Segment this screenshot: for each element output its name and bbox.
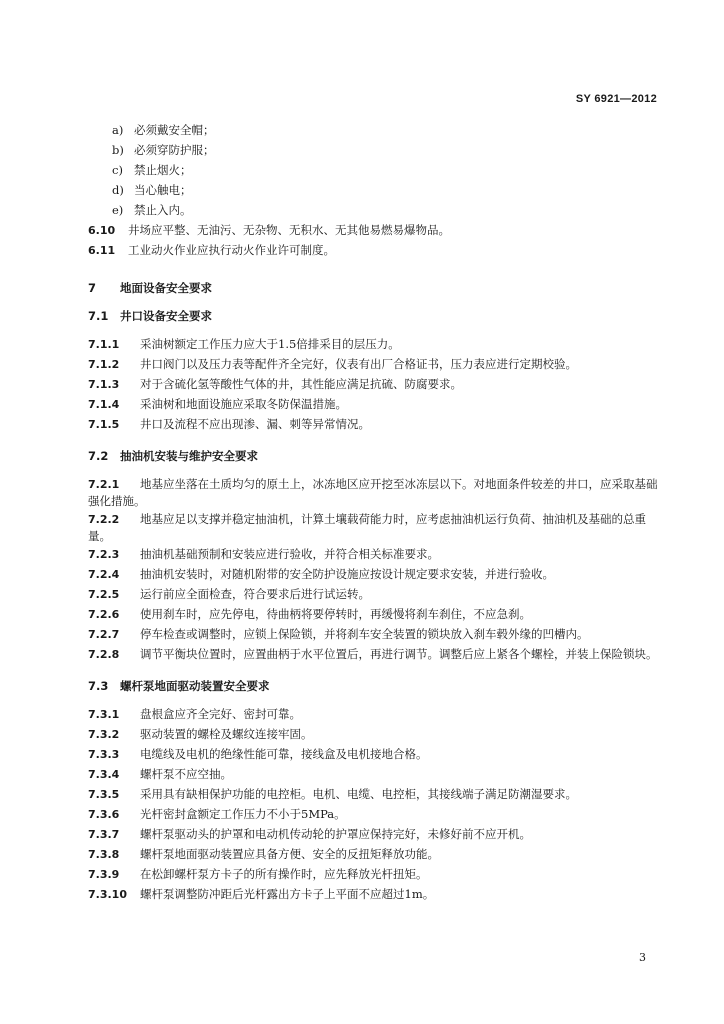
clause-text: 采用具有缺相保护功能的电控柜。电机、电缆、电控柜，其接线端子满足防潮湿要求。 — [140, 787, 577, 801]
clause-number: 7.3.5 — [88, 788, 120, 801]
clause-number: 7.1.2 — [88, 358, 120, 371]
clause-text: 调节平衡块位置时，应置曲柄于水平位置后，再进行调节。调整后应上紧各个螺栓，并装上保险锁块。 — [140, 647, 658, 661]
clause-text: 井口及流程不应出现渗、漏、刺等异常情况。 — [140, 417, 370, 431]
clause-text: 驱动装置的螺栓及螺纹连接牢固。 — [140, 727, 313, 741]
clause-7-3-6 — [88, 806, 658, 826]
clause-text: 使用刹车时，应先停电，待曲柄将要停转时，再缓慢将刹车刹住，不应急刹。 — [140, 607, 531, 621]
list-mark: b) — [112, 143, 124, 157]
clause-text: 在松卸螺杆泵方卡子的所有操作时，应先释放光杆扭矩。 — [140, 867, 428, 881]
clause-number: 7.1.4 — [88, 398, 120, 411]
clause-number: 7.2.2 — [88, 513, 120, 526]
clause-7-3-2 — [88, 726, 658, 746]
clause-text: 停车检查或调整时，应锁上保险锁，并将刹车安全装置的锁块放入刹车毂外缘的凹槽内。 — [140, 627, 589, 641]
warning-sign-list — [88, 122, 658, 222]
clause-text: 地基应足以支撑并稳定抽油机，计算土壤载荷能力时，应考虑抽油机运行负荷、抽油机及基础的总重量。 — [88, 512, 646, 543]
section-7-title — [88, 280, 658, 296]
clause-text: 采油树额定工作压力应大于1.5倍排采目的层压力。 — [140, 337, 400, 351]
clause-7-2-5 — [88, 586, 658, 606]
clause-7-1-1 — [88, 336, 658, 356]
clause-text: 运行前应全面检查，符合要求后进行试运转。 — [140, 587, 370, 601]
subsection-7-1-title — [88, 308, 658, 324]
list-text: 必须戴安全帽； — [134, 123, 215, 137]
clause-number: 7.1.5 — [88, 418, 120, 431]
subsection-title-text: 螺杆泵地面驱动装置安全要求 — [120, 679, 270, 693]
clause-7-2-3 — [88, 546, 658, 566]
clause-7-1-5 — [88, 416, 658, 436]
list-mark: d) — [112, 183, 124, 197]
clause-7-3-8 — [88, 846, 658, 866]
list-item — [88, 122, 658, 142]
subsection-title-text: 抽油机安装与维护安全要求 — [120, 449, 258, 463]
clause-number: 7.2.4 — [88, 568, 120, 581]
section-title-text: 地面设备安全要求 — [120, 281, 212, 295]
page-number: 3 — [639, 951, 646, 964]
clause-7-2-1 — [88, 476, 658, 509]
clause-number: 7.2.3 — [88, 548, 120, 561]
list-text: 必须穿防护服； — [134, 143, 215, 157]
clause-text: 螺杆泵调整防冲距后光杆露出方卡子上平面不应超过1m。 — [140, 887, 435, 901]
clause-text: 螺杆泵不应空抽。 — [140, 767, 232, 781]
clause-7-3-7 — [88, 826, 658, 846]
subsection-number: 7.2 — [88, 449, 109, 463]
clause-text: 工业动火作业应执行动火作业许可制度。 — [128, 243, 335, 257]
clause-7-3-3 — [88, 746, 658, 766]
list-item — [88, 162, 658, 182]
clause-text: 采油树和地面设施应采取冬防保温措施。 — [140, 397, 347, 411]
list-item — [88, 202, 658, 222]
list-text: 禁止入内。 — [134, 203, 192, 217]
clause-number: 7.3.4 — [88, 768, 120, 781]
clause-7-3-5 — [88, 786, 658, 806]
clause-7-3-10 — [88, 886, 658, 906]
subsection-7-2-title — [88, 448, 658, 464]
clause-7-2-8 — [88, 646, 658, 666]
clause-text: 盘根盒应齐全完好、密封可靠。 — [140, 707, 301, 721]
list-mark: c) — [112, 163, 123, 177]
clause-text: 抽油机安装时，对随机附带的安全防护设施应按设计规定要求安装，并进行验收。 — [140, 567, 554, 581]
clause-text: 光杆密封盒额定工作压力不小于5MPa。 — [140, 807, 346, 821]
list-mark: a) — [112, 123, 124, 137]
clause-number: 7.3.6 — [88, 808, 120, 821]
section-number: 7 — [88, 281, 97, 295]
document-body — [88, 122, 658, 906]
subsection-7-3-title — [88, 678, 658, 694]
list-text: 禁止烟火； — [134, 163, 192, 177]
list-text: 当心触电； — [134, 183, 192, 197]
standard-code: SY 6921—2012 — [575, 93, 657, 105]
clause-number: 7.1.1 — [88, 338, 120, 351]
subsection-number: 7.3 — [88, 679, 109, 693]
clause-7-1-3 — [88, 376, 658, 396]
clause-text: 电缆线及电机的绝缘性能可靠，接线盒及电机接地合格。 — [140, 747, 428, 761]
clause-number: 7.2.6 — [88, 608, 120, 621]
clause-number: 7.3.8 — [88, 848, 120, 861]
clause-7-2-6 — [88, 606, 658, 626]
clause-number: 7.3.3 — [88, 748, 120, 761]
subsection-title-text: 井口设备安全要求 — [120, 309, 212, 323]
clause-text: 井口阀门以及压力表等配件齐全完好，仪表有出厂合格证书，压力表应进行定期校验。 — [140, 357, 577, 371]
clause-7-2-4 — [88, 566, 658, 586]
clause-text: 螺杆泵地面驱动装置应具备方便、安全的反扭矩释放功能。 — [140, 847, 439, 861]
clause-text: 井场应平整、无油污、无杂物、无积水、无其他易燃易爆物品。 — [128, 223, 450, 237]
clause-number: 7.2.1 — [88, 478, 120, 491]
subsection-number: 7.1 — [88, 309, 109, 323]
clause-7-3-1 — [88, 706, 658, 726]
clause-number: 6.10 — [88, 224, 116, 237]
clause-number: 7.3.2 — [88, 728, 120, 741]
clause-number: 7.1.3 — [88, 378, 120, 391]
list-mark: e) — [112, 203, 124, 217]
clause-number: 7.3.7 — [88, 828, 120, 841]
clause-number: 6.11 — [88, 244, 116, 257]
clause-number: 7.2.7 — [88, 628, 120, 641]
clause-number: 7.3.9 — [88, 868, 120, 881]
clause-text: 螺杆泵驱动头的护罩和电动机传动轮的护罩应保持完好，未修好前不应开机。 — [140, 827, 531, 841]
clause-7-1-4 — [88, 396, 658, 416]
list-item — [88, 182, 658, 202]
clause-text: 抽油机基础预制和安装应进行验收，并符合相关标准要求。 — [140, 547, 439, 561]
clause-number: 7.2.8 — [88, 648, 120, 661]
clause-6-10 — [88, 222, 658, 242]
clause-7-2-7 — [88, 626, 658, 646]
list-item — [88, 142, 658, 162]
clause-number: 7.3.1 — [88, 708, 120, 721]
clause-text: 地基应坐落在土质均匀的原土上，冰冻地区应开挖至冰冻层以下。对地面条件较差的井口，应采取基础强化措施。 — [88, 477, 658, 508]
clause-7-2-2 — [88, 511, 658, 544]
clause-7-3-9 — [88, 866, 658, 886]
clause-7-3-4 — [88, 766, 658, 786]
clause-6-11 — [88, 242, 658, 262]
clause-7-1-2 — [88, 356, 658, 376]
clause-text: 对于含硫化氢等酸性气体的井，其性能应满足抗硫、防腐要求。 — [140, 377, 462, 391]
clause-number: 7.2.5 — [88, 588, 120, 601]
clause-number: 7.3.10 — [88, 888, 127, 901]
